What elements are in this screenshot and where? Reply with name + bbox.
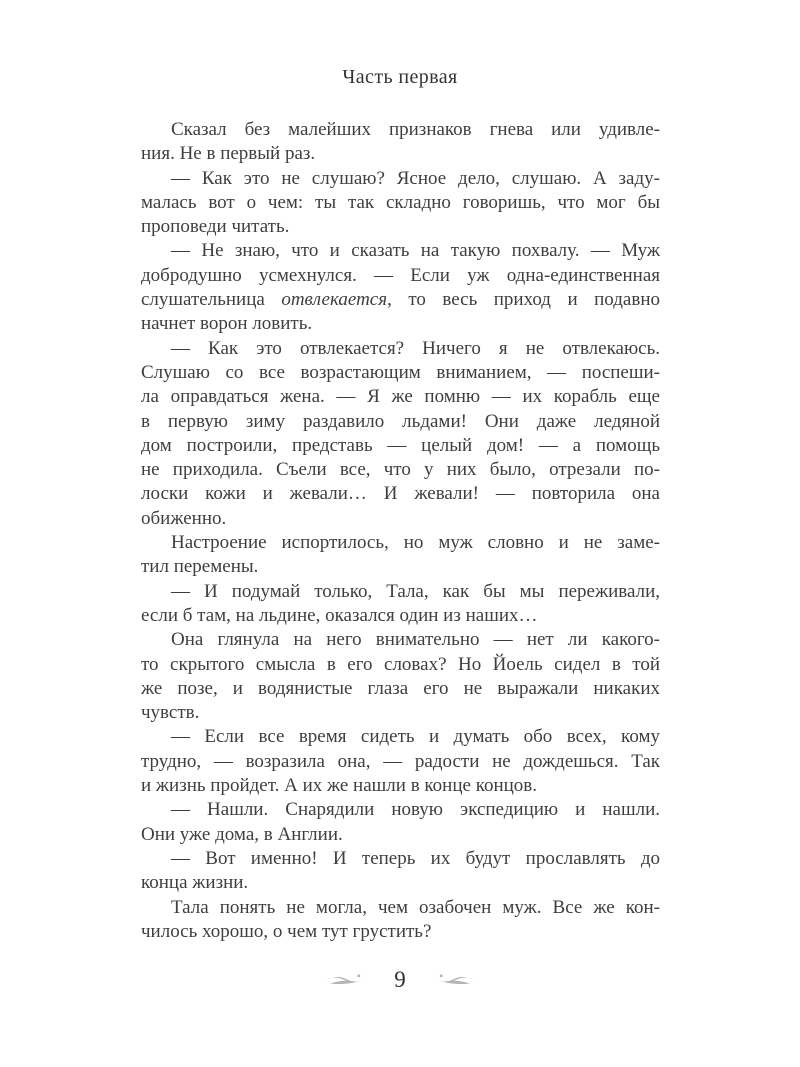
- text-line: же позе, и водянистые глаза его не выражали никаких: [141, 677, 660, 699]
- text-line: малась вот о чем: ты так складно говоришь, что мог бы: [141, 191, 660, 213]
- text-line: ния. Не в первый раз.: [141, 143, 316, 165]
- swash-flourish-right-icon: [430, 971, 478, 987]
- body-text: [141, 118, 660, 944]
- text-line: Настроение испортилось, но муж словно и не заме-: [171, 532, 660, 554]
- paragraph: [141, 239, 660, 336]
- text-line: и жизнь пройдет. А их же нашли в конце концов.: [141, 775, 538, 797]
- paragraph: [141, 628, 660, 725]
- text-line: если б там, на льдине, оказался один из наших…: [141, 604, 538, 626]
- text-line: Тала понять не могла, чем озабочен муж. Все же кон-: [171, 896, 660, 918]
- paragraph: [141, 167, 660, 240]
- text-line: то скрытого смысла в его словах? Но Йоель сидел в той: [141, 653, 660, 675]
- text-line: дом построили, представь — целый дом! — а помощь: [141, 434, 660, 456]
- text-line: Она глянула на него внимательно — нет ли какого-: [171, 629, 660, 651]
- text-line: трудно, — возразила она, — радости не дождешься. Так: [141, 750, 660, 772]
- text-line: чилось хорошо, о чем тут грустить?: [141, 920, 432, 942]
- paragraph: [141, 337, 660, 531]
- paragraph: [141, 725, 660, 798]
- text-line: ла оправдаться жена. — Я же помню — их корабль еще: [141, 386, 660, 408]
- text-line: чувств.: [141, 702, 200, 724]
- page-footer: [0, 966, 800, 991]
- paragraph: [141, 531, 660, 580]
- text-line: — Как это не слушаю? Ясное дело, слушаю. А заду-: [171, 167, 660, 189]
- paragraph: [141, 798, 660, 847]
- text-line: — Если все время сидеть и думать обо всех, кому: [171, 726, 660, 748]
- text-line: не приходила. Съели все, что у них было, отрезали по-: [141, 459, 660, 481]
- paragraph: [141, 896, 660, 945]
- text-line: слушательница отвлекается, то весь приход и подавно: [141, 289, 660, 311]
- text-line: — Вот именно! И теперь их будут прославлять до: [171, 847, 660, 869]
- text-line: — Не знаю, что и сказать на такую похвалу. — Муж: [171, 240, 660, 262]
- text-line: Сказал без малейших признаков гнева или удивле-: [171, 119, 660, 140]
- text-line: — И подумай только, Тала, как бы мы переживали,: [171, 580, 660, 602]
- text-line: проповеди читать.: [141, 216, 290, 238]
- swash-flourish-left-icon: [322, 971, 370, 987]
- paragraph: [141, 847, 660, 896]
- text-line: в первую зиму раздавило льдами! Они даже ледяной: [141, 410, 660, 432]
- text-line: добродушно усмехнулся. — Если уж одна-единственная: [141, 264, 660, 286]
- chapter-title: Часть первая: [342, 66, 458, 88]
- text-line: — Нашли. Снарядили новую экспедицию и нашли.: [171, 799, 660, 821]
- text-line: лоски кожи и жевали… И жевали! — повторила она: [141, 483, 660, 505]
- text-line: Они уже дома, в Англии.: [141, 823, 343, 845]
- text-line: обиженно.: [141, 507, 227, 529]
- paragraph: [141, 580, 660, 629]
- text-line: тил перемены.: [141, 556, 259, 578]
- text-line: начнет ворон ловить.: [141, 313, 313, 335]
- text-line: Слушаю со все возрастающим вниманием, — поспеши-: [141, 361, 660, 383]
- text-line: — Как это отвлекается? Ничего я не отвлекаюсь.: [171, 337, 660, 359]
- page-number: 9: [394, 967, 406, 992]
- paragraph: [141, 118, 660, 167]
- text-line: конца жизни.: [141, 872, 249, 894]
